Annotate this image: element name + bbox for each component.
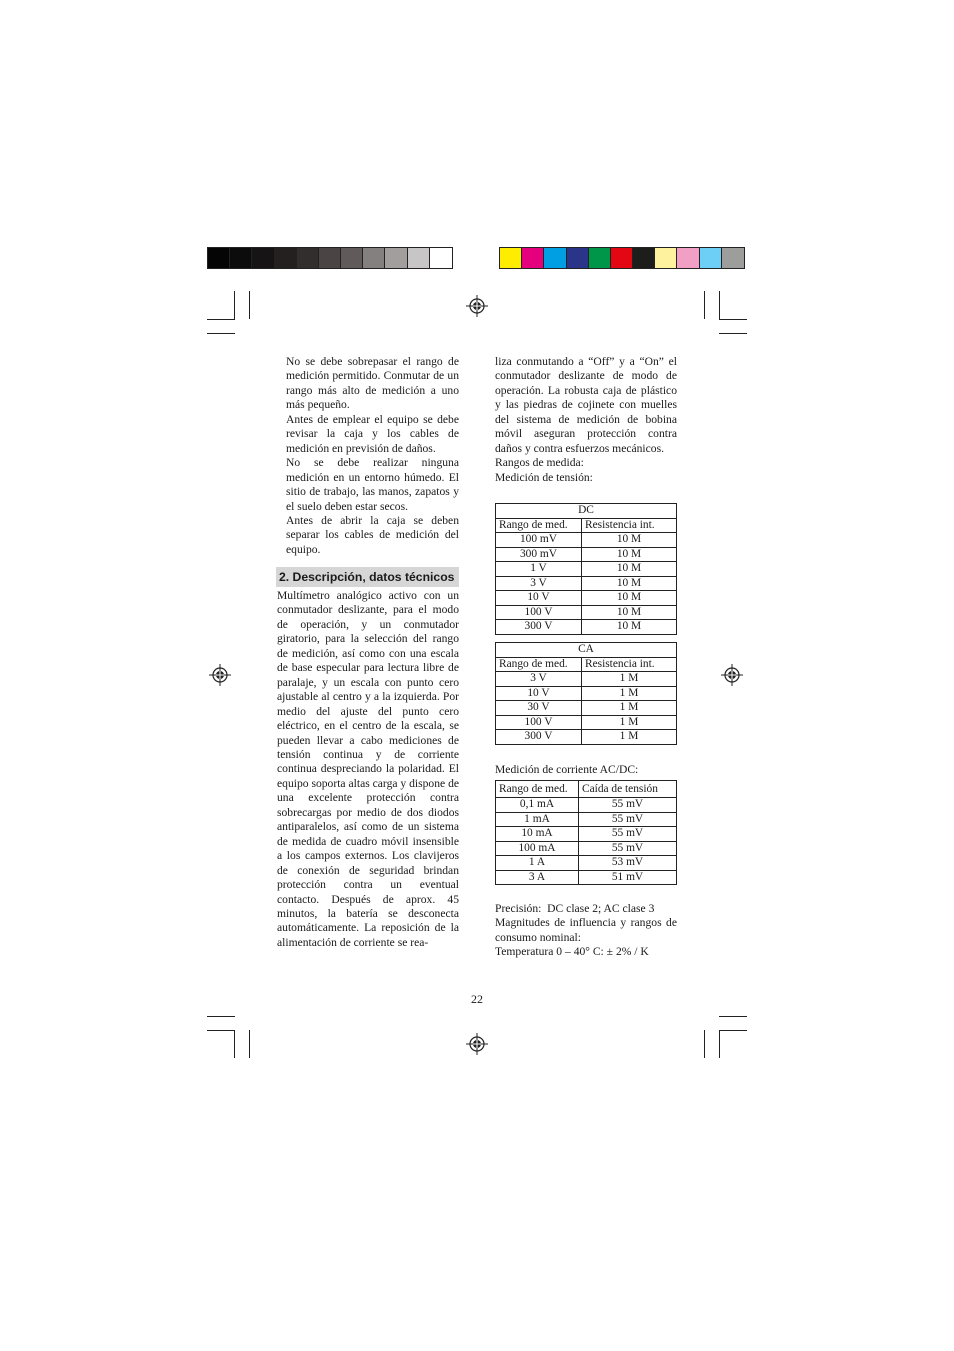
color-bar <box>499 247 745 269</box>
color-swatch <box>589 248 611 268</box>
range-cell: 100 mA <box>496 841 579 856</box>
color-swatch <box>208 248 230 268</box>
range-cell: 0,1 mA <box>496 798 579 813</box>
warning-paragraph: Antes de abrir la caja se deben separar los cables de medición del equipo. <box>286 513 459 556</box>
value-cell: 10 M <box>582 533 677 548</box>
value-cell: 55 mV <box>579 798 677 813</box>
range-cell: 300 V <box>496 730 582 745</box>
range-cell: 3 V <box>496 576 582 591</box>
right-column-intro <box>495 355 677 485</box>
color-swatch <box>544 248 566 268</box>
range-cell: 300 V <box>496 620 582 635</box>
table-caption: CA <box>496 643 677 658</box>
color-swatch <box>567 248 589 268</box>
table-row <box>496 576 677 591</box>
color-swatch <box>500 248 522 268</box>
temperature-text: Temperatura 0 – 40° C: ± 2% / K <box>495 945 649 959</box>
range-cell: 100 mV <box>496 533 582 548</box>
color-swatch <box>700 248 722 268</box>
color-swatch <box>363 248 385 268</box>
table-header: Resistencia int. <box>582 518 677 533</box>
registration-mark-icon <box>721 664 743 686</box>
section-heading: 2. Descripción, datos técnicos <box>276 567 459 587</box>
ranges-label: Rangos de medida: <box>495 456 584 470</box>
range-cell: 3 V <box>496 672 582 687</box>
influence-text: Magnitudes de influencia y rangos de consumo nominal: <box>495 916 677 944</box>
table-header: Resistencia int. <box>582 657 677 672</box>
value-cell: 10 M <box>582 620 677 635</box>
table-row <box>496 562 677 577</box>
table-row <box>496 715 677 730</box>
range-cell: 1 V <box>496 562 582 577</box>
range-cell: 30 V <box>496 701 582 716</box>
value-cell: 55 mV <box>579 812 677 827</box>
registration-mark-icon <box>466 295 488 317</box>
range-cell: 100 V <box>496 715 582 730</box>
color-swatch <box>522 248 544 268</box>
table-caption: DC <box>496 504 677 519</box>
grayscale-bar <box>207 247 453 269</box>
color-swatch <box>722 248 744 268</box>
color-swatch <box>385 248 407 268</box>
continuation-text: liza conmutando a “Off” y a “On” el conmutador deslizante de modo de operación. La robusta caja de plástico y las piedras de cojinete con muelles del sistema de medición de bobina móvil aseguran protección contra daños y contra esfuerzos mecánicos. <box>495 355 677 455</box>
color-swatch <box>677 248 699 268</box>
color-swatch <box>655 248 677 268</box>
table-header: Rango de med. <box>496 518 582 533</box>
value-cell: 10 M <box>582 605 677 620</box>
table-row <box>496 812 677 827</box>
range-cell: 300 mV <box>496 547 582 562</box>
current-table <box>495 780 677 885</box>
current-label: Medición de corriente AC/DC: <box>495 763 639 776</box>
color-swatch <box>430 248 452 268</box>
table-header: Caída de tensión <box>579 781 677 798</box>
range-cell: 1 A <box>496 856 579 871</box>
color-swatch <box>633 248 655 268</box>
table-row <box>496 856 677 871</box>
description-paragraph <box>277 589 459 950</box>
table-row <box>496 841 677 856</box>
ac-voltage-table <box>495 642 677 745</box>
value-cell: 1 M <box>582 701 677 716</box>
color-swatch <box>611 248 633 268</box>
voltage-label: Medición de tensión: <box>495 470 593 484</box>
table-row <box>496 620 677 635</box>
table-row <box>496 547 677 562</box>
color-swatch <box>252 248 274 268</box>
range-cell: 1 mA <box>496 812 579 827</box>
registration-mark-icon <box>209 664 231 686</box>
value-cell: 1 M <box>582 730 677 745</box>
registration-mark-icon <box>466 1033 488 1055</box>
table-row <box>496 701 677 716</box>
precision-text: Precisión: DC clase 2; AC clase 3 <box>495 902 655 915</box>
range-cell: 3 A <box>496 870 579 885</box>
table-row <box>496 798 677 813</box>
specs-block <box>495 902 677 960</box>
value-cell: 1 M <box>582 672 677 687</box>
value-cell: 1 M <box>582 686 677 701</box>
value-cell: 1 M <box>582 715 677 730</box>
value-cell: 10 M <box>582 591 677 606</box>
color-swatch <box>230 248 252 268</box>
value-cell: 55 mV <box>579 827 677 842</box>
value-cell: 10 M <box>582 547 677 562</box>
page-number: 22 <box>471 992 483 1006</box>
color-swatch <box>341 248 363 268</box>
description-text: Multímetro analógico activo con un conmutador deslizante, para el modo de operación, y un conmutador giratorio, para la selección del rango de medición, así como con una escala de base especular para lectura libre de paralaje, y un escala con punto cero ajustable al centro y a la izquierda. Por medio del ajuste del punto cero eléctrico, en el centro de la escala, se pueden llevar a cabo mediciones de tensión continua y de corriente continua despreciando la polaridad. El equipo soporta altas carga y dispone de una excelente protección contra sobrecargas por medio de dos diodos antiparalelos, así como de un sistema de medida de cuadro móvil insensible a los campos externos. Los clavijeros de conexión de seguridad brindan protección contra un eventual contacto. Después de aprox. 45 minutos, la batería se desconecta automáticamente. La reposición de la alimentación de corriente se rea- <box>277 589 460 949</box>
value-cell: 10 M <box>582 562 677 577</box>
table-header: Rango de med. <box>496 657 582 672</box>
table-row <box>496 591 677 606</box>
color-swatch <box>275 248 297 268</box>
value-cell: 51 mV <box>579 870 677 885</box>
warnings-block <box>286 355 459 557</box>
table-header: Rango de med. <box>496 781 579 798</box>
range-cell: 10 mA <box>496 827 579 842</box>
range-cell: 10 V <box>496 591 582 606</box>
table-row <box>496 827 677 842</box>
value-cell: 53 mV <box>579 856 677 871</box>
table-row <box>496 730 677 745</box>
warning-paragraph: Antes de emplear el equipo se debe revisar la caja y los cables de medición en previsión de daños. <box>286 412 459 455</box>
table-row <box>496 533 677 548</box>
color-swatch <box>408 248 430 268</box>
color-swatch <box>319 248 341 268</box>
warning-paragraph: No se debe sobrepasar el rango de medición permitido. Conmutar de un rango más alto de medición a uno más pequeño. <box>286 355 459 412</box>
table-row <box>496 605 677 620</box>
range-cell: 10 V <box>496 686 582 701</box>
color-swatch <box>297 248 319 268</box>
table-row <box>496 686 677 701</box>
value-cell: 10 M <box>582 576 677 591</box>
value-cell: 55 mV <box>579 841 677 856</box>
range-cell: 100 V <box>496 605 582 620</box>
warning-paragraph: No se debe realizar ninguna medición en un entorno húmedo. El sitio de trabajo, las manos, zapatos y el suelo deben estar secos. <box>286 456 459 513</box>
table-row <box>496 672 677 687</box>
table-row <box>496 870 677 885</box>
dc-voltage-table <box>495 503 677 635</box>
